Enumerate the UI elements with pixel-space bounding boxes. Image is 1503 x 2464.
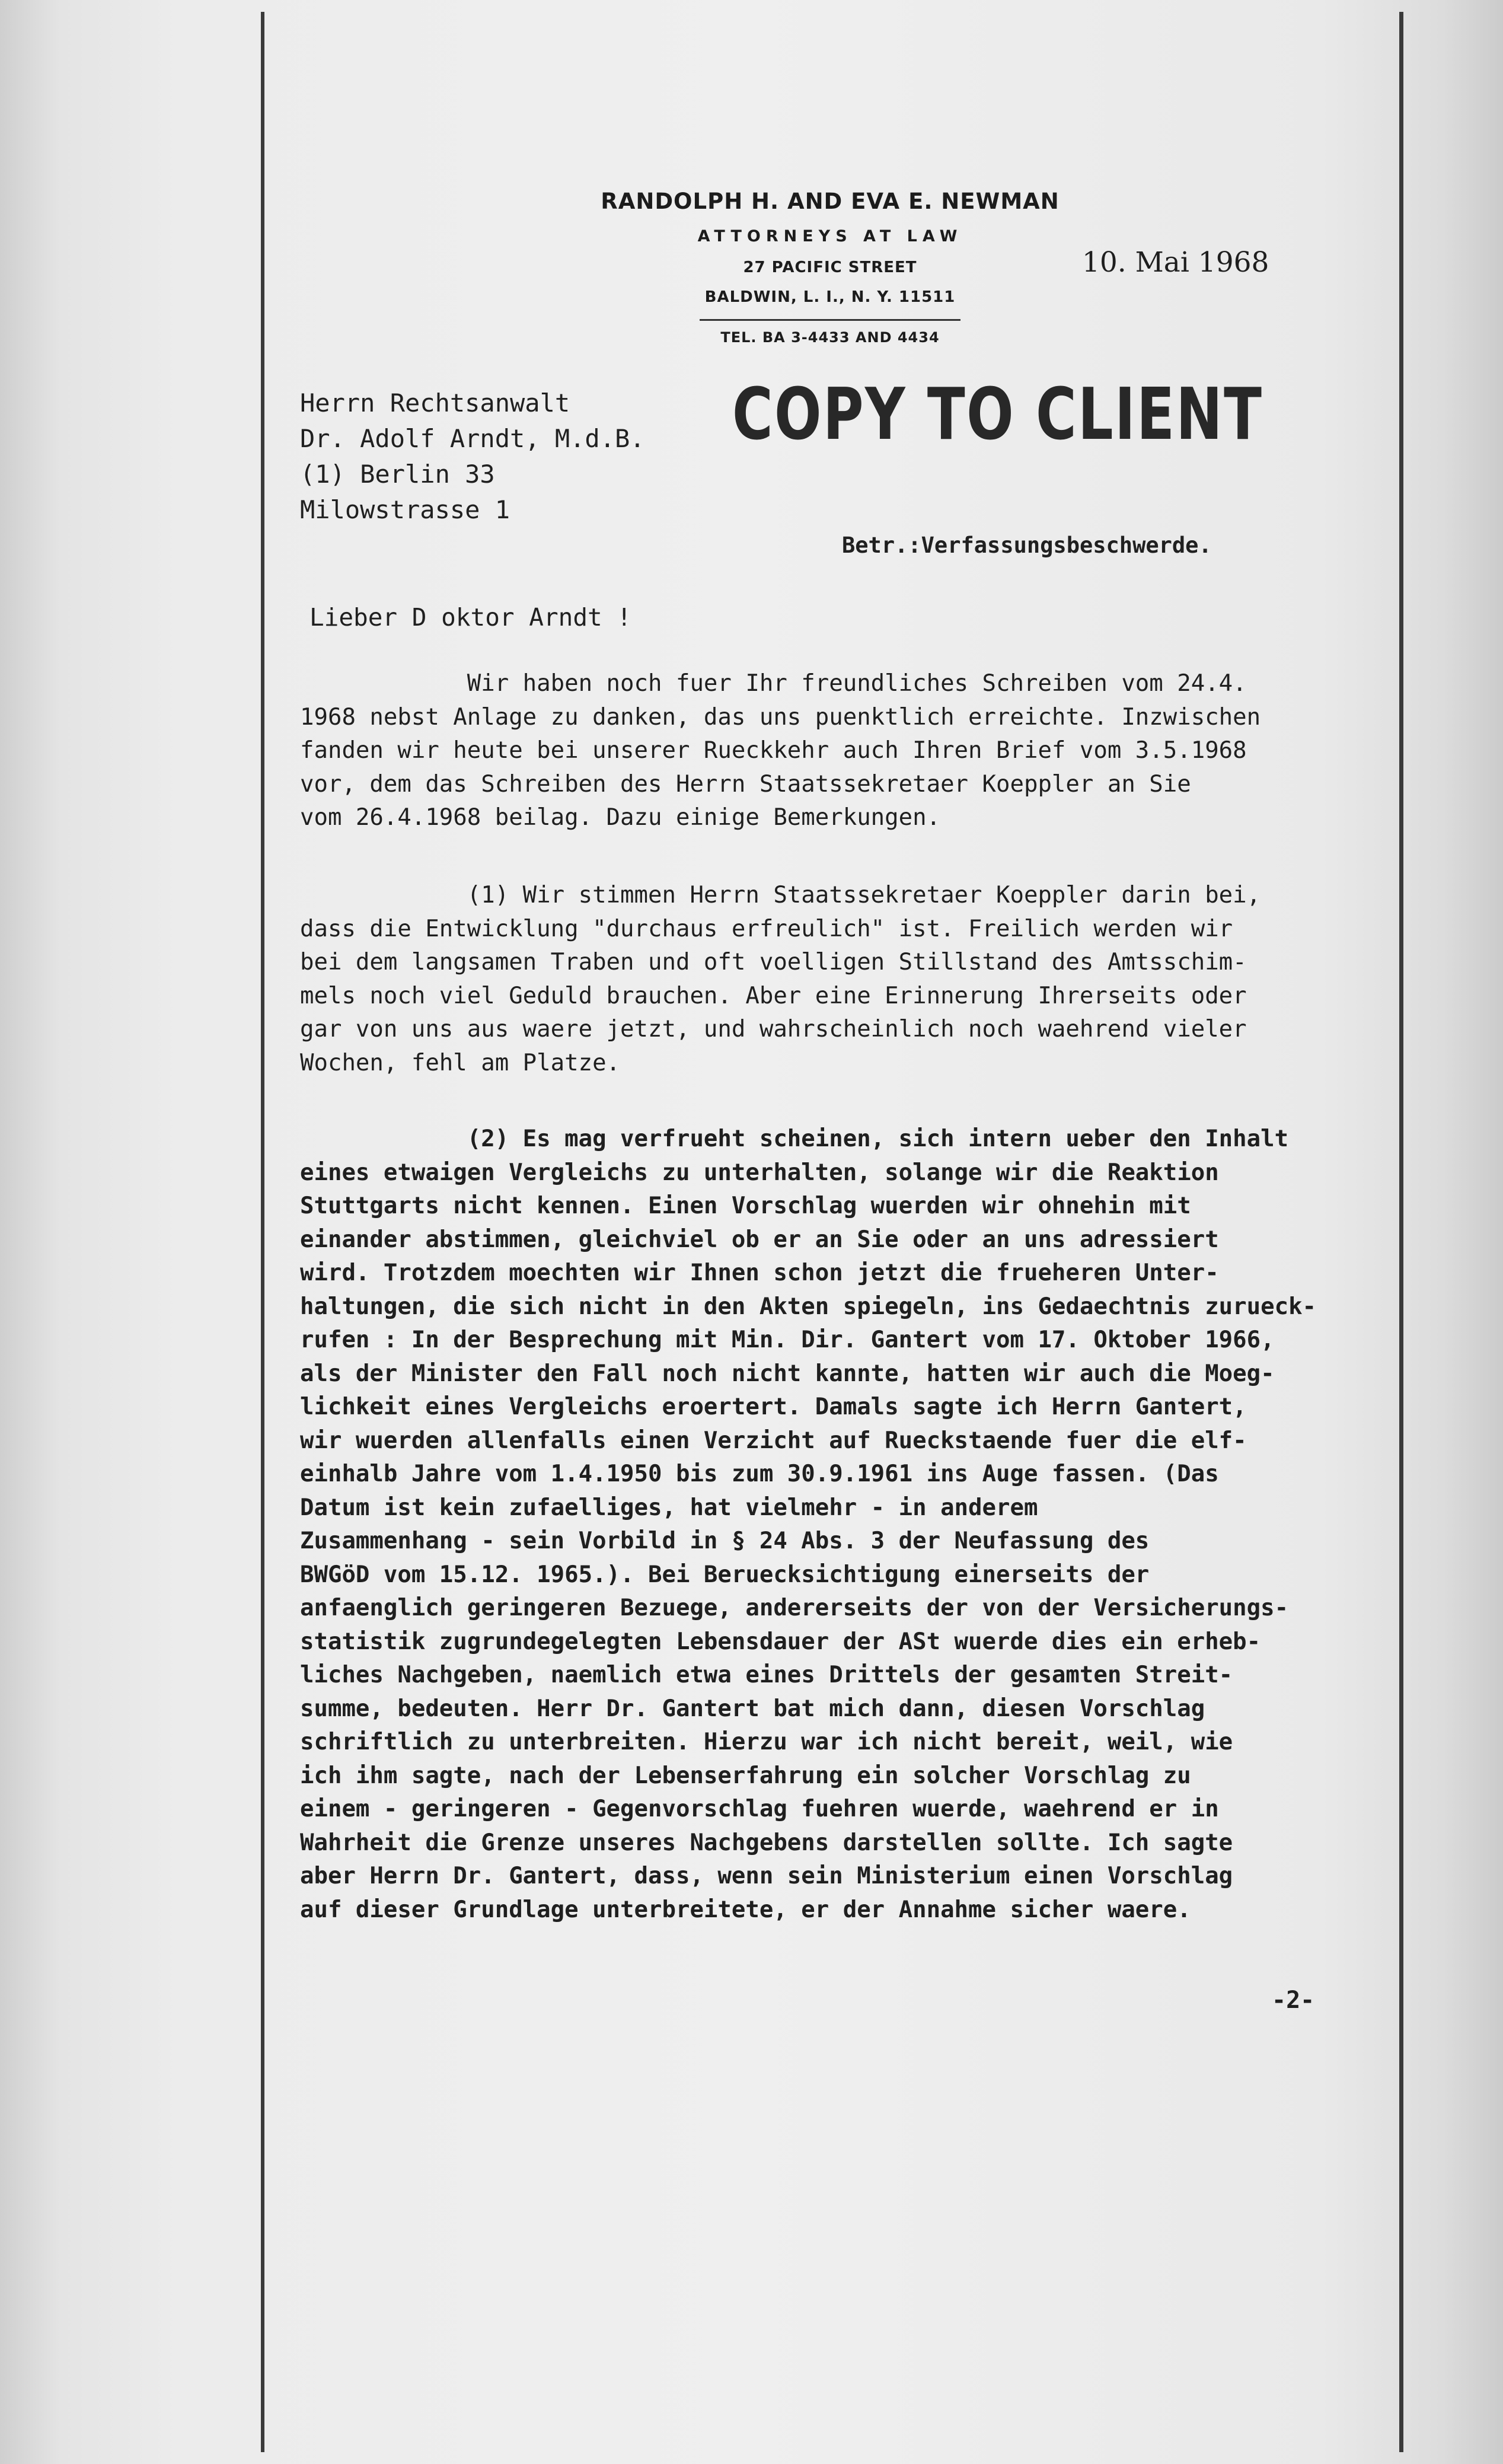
paragraph-intro: Wir haben noch fuer Ihr freundliches Schreiben vom 24.4. 1968 nebst Anlage zu danken, das uns puenktlich erreichte. Inzwischen fanden wir heute bei unserer Rueckkehr auch Ihren Brief vom 3.5.1968 vor, dem das Schreiben des Herrn Staatssekretaer Koeppler an Sie vom 26.4.1968 beilag. Dazu einige Bemerkungen. [300, 670, 1261, 831]
firm-name: RANDOLPH H. AND EVA E. NEWMAN [601, 189, 1060, 214]
firm-city: BALDWIN, L. I., N. Y. 11511 [704, 288, 956, 306]
letterhead [593, 189, 1067, 346]
page-number: -2- [1272, 1987, 1315, 2014]
recipient-line-1: Herrn Rechtsanwalt [300, 388, 570, 417]
paragraph-point-2: (2) Es mag verfrueht scheinen, sich intern ueber den Inhalt eines etwaigen Vergleichs zu unterhalten, solange wir die Reaktion Stuttgarts nicht kennen. Einen Vorschlag wuerden wir ohnehin mit einander abstimmen, gleichviel ob er an Sie oder an uns adressiert wird. Trotzdem moechten wir Ihnen schon jetzt die frueheren Unter- haltungen, die sich nicht in den Akten spiegeln, ins Gedaechtnis zurueck- rufen : In der Besprechung mit Min. Dir. Gantert vom 17. Oktober 1966, als der Minister den Fall noch nicht kannte, hatten wir auch die Moeg- lichkeit eines Vergleichs eroertert. Damals sagte ich Herrn Gantert, wir wuerden allenfalls einen Verzicht auf Rueckstaende fuer die elf- einhalb Jahre vom 1.4.1950 bis zum 30.9.1961 ins Auge fassen. (Das Datum ist kein zufaelliges, hat vielmehr - in anderem Zusammenhang - sein Vorbild in § 24 Abs. 3 der Neufassung des BWGöD vom 15.12. 1965.). Bei Beruecksichtigung einerseits der anfaenglich geringeren Bezuege, andererseits der von der Versicherungs- statistik zugrundegelegten Lebensdauer der ASt wuerde dies ein erheb- liches Nachgeben, naemlich etwa eines Drittels der gesamten Streit- summe, bedeuten. Herr Dr. Gantert bat mich dann, diesen Vorschlag schriftlich zu unterbreiten. Hierzu war ich nicht bereit, weil, wie ich ihm sagte, nach der Lebenserfahrung ein solcher Vorschlag zu einem - geringeren - Gegenvorschlag fuehren wuerde, waehrend er in Wahrheit die Grenze unseres Nachgebens darstellen sollte. Ich sagte aber Herrn Dr. Gantert, dass, wenn sein Ministerium einen Vorschlag auf dieser Grundlage unterbreitete, er der Annahme sicher waere. [300, 1126, 1317, 1923]
recipient-line-4: Milowstrasse 1 [300, 495, 510, 524]
letter-date: 10. Mai 1968 [1082, 246, 1269, 279]
subject-line: Betr.:Verfassungsbeschwerde. [842, 533, 1212, 558]
copy-to-client-stamp: COPY TO CLIENT [732, 374, 1263, 456]
letterhead-divider [700, 319, 960, 321]
paragraph-point-1: (1) Wir stimmen Herrn Staatssekretaer Koeppler darin bei, dass die Entwicklung "durchaus erfreulich" ist. Freilich werden wir bei dem langsamen Traben und oft voelligen Stillstand des Amtsschim- mels noch viel Geduld brauchen. Aber eine Erinnerung Ihrerseits oder gar von uns aus waere jetzt, und wahrscheinlich noch waehrend vieler Wochen, fehl am Platze. [300, 882, 1261, 1076]
firm-profession: ATTORNEYS AT LAW [697, 227, 963, 246]
salutation: Lieber D oktor Arndt ! [309, 603, 632, 632]
recipient-address [300, 385, 645, 528]
firm-telephone: TEL. BA 3-4433 AND 4434 [720, 329, 940, 346]
firm-street: 27 PACIFIC STREET [743, 259, 917, 276]
recipient-line-2: Dr. Adolf Arndt, M.d.B. [300, 424, 645, 453]
recipient-line-3: (1) Berlin 33 [300, 460, 495, 489]
left-margin-line [261, 12, 264, 2452]
